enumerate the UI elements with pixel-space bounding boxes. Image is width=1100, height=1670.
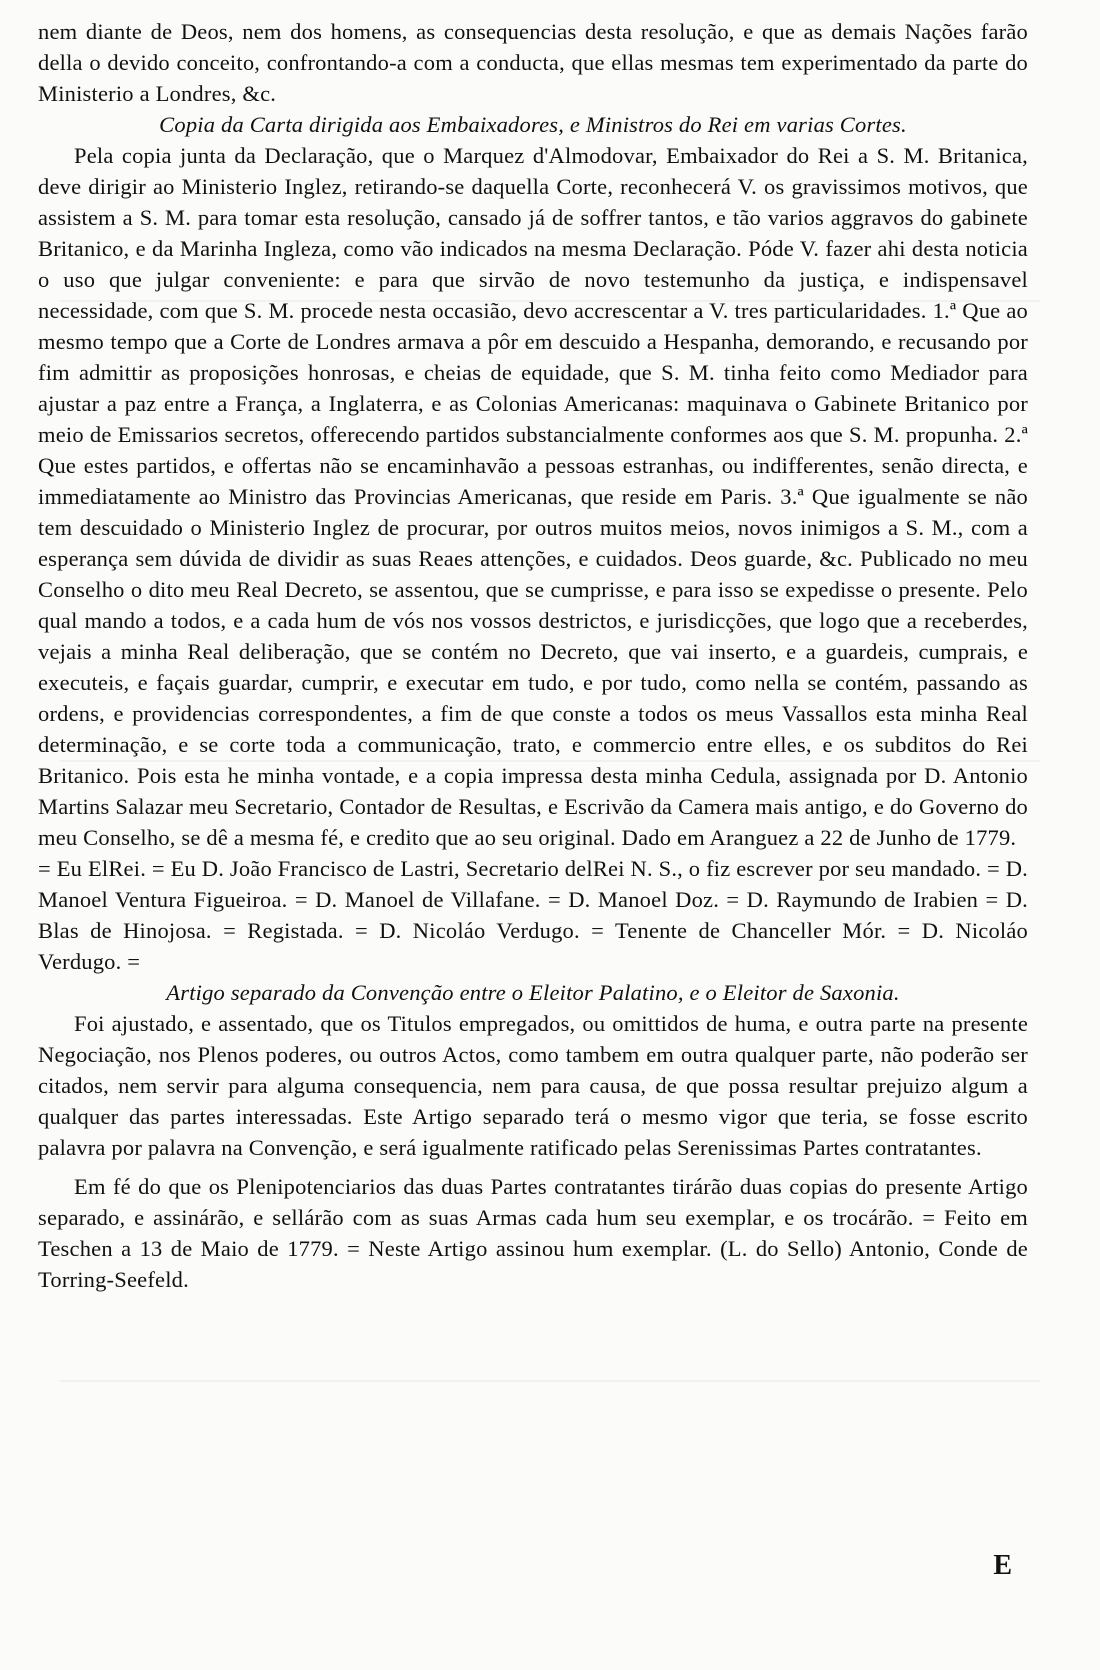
heading-separate-article: Artigo separado da Convenção entre o Eleitor Palatino, e o Eleitor de Saxonia. <box>166 980 900 1005</box>
bleed-through-line <box>60 1380 1040 1382</box>
sheet-signature-mark: E <box>993 1550 1012 1581</box>
paragraph-separate-article: Foi ajustado, e assentado, que os Titulos empregados, ou omittidos de huma, e outra parte na presente Negociação, nos Plenos poderes, ou outros Actos, como tambem em outra qualquer parte, não poderão ser citados, nem servir para alguma consequencia, nem para causa, de que possa resultar prejuizo algum a qualquer das partes interessadas. Este Artigo separado terá o mesmo vigor que teria, se fosse escrito palavra por palavra na Convenção, e será igualmente ratificado pelas Serenissimas Partes contratantes. <box>38 1011 1028 1160</box>
heading-letter-to-ambassadors: Copia da Carta dirigida aos Embaixadores, e Ministros do Rei em varias Cortes. <box>159 112 907 137</box>
signatures-block: = Eu ElRei. = Eu D. João Francisco de Lastri, Secretario delRei N. S., o fiz escrever por seu mandado. = D. Manoel Ventura Figueiroa. = D. Manoel de Villafane. = D. Manoel Doz. = D. Raymundo de Irabien = D. Blas de Hinojosa. = Registada. = D. Nicoláo Verdugo. = Tenente de Chanceller Mór. = D. Nicoláo Verdugo. = <box>38 856 1028 974</box>
paragraph-declaration-ending: nem diante de Deos, nem dos homens, as consequencias desta resolução, e que as demais Nações farão della o devido conceito, confrontando-a com a conducta, que ellas mesmas tem experimentado da parte do Ministerio a Londres, &c. <box>38 19 1028 106</box>
document-body <box>38 16 1028 1295</box>
paragraph-plenipotentiaries: Em fé do que os Plenipotenciarios das duas Partes contratantes tirárão duas copias do presente Artigo separado, e assinárão, e sellárão com as suas Armas cada hum seu exemplar, e os trocárão. = Feito em Teschen a 13 de Maio de 1779. = Neste Artigo assinou hum exemplar. (L. do Sello) Antonio, Conde de Torring-Seefeld. <box>38 1174 1028 1292</box>
paragraph-letter-and-cedula: Pela copia junta da Declaração, que o Marquez d'Almodovar, Embaixador do Rei a S. M. Britanica, deve dirigir ao Ministerio Inglez, retirando-se daquella Corte, reconhecerá V. os gravissimos motivos, que assistem a S. M. para tomar esta resolução, cansado já de soffrer tantos, e tão varios aggravos do gabinete Britanico, e da Marinha Ingleza, como vão indicados na mesma Declaração. Póde V. fazer ahi desta noticia o uso que julgar conveniente: e para que sirvão de novo testemunho da justiça, e indispensavel necessidade, com que S. M. procede nesta occasião, devo accrescentar a V. tres particularidades. 1.ª Que ao mesmo tempo que a Corte de Londres armava a pôr em descuido a Hespanha, demorando, e recusando por fim admittir as proposições honrosas, e cheias de equidade, que S. M. tinha feito como Mediador para ajustar a paz entre a França, a Inglaterra, e as Colonias Americanas: maquinava o Gabinete Britanico por meio de Emissarios secretos, offerecendo partidos substancialmente conformes aos que S. M. propunha. 2.ª Que estes partidos, e offertas não se encaminhavão a pessoas estranhas, ou indifferentes, senão directa, e immediatamente ao Ministro das Provincias Americanas, que reside em Paris. 3.ª Que igualmente se não tem descuidado o Ministerio Inglez de procurar, por outros muitos meios, novos inimigos a S. M., com a esperança sem dúvida de dividir as suas Reaes attenções, e cuidados. Deos guarde, &c. Publicado no meu Conselho o dito meu Real Decreto, se assentou, que se cumprisse, e para isso se expedisse o presente. Pelo qual mando a todos, e a cada hum de vós nos vossos destrictos, e jurisdicções, que logo que a receberdes, vejais a minha Real deliberação, que se contém no Decreto, que vai inserto, e a guardeis, cumprais, e executeis, e façais guardar, cumprir, e executar em tudo, e por tudo, como nella se contém, passando as ordens, e providencias correspondentes, a fim de que conste a todos os meus Vassallos esta minha Real determinação, e se corte toda a communicação, trato, e commercio entre elles, e os subditos do Rei Britanico. Pois esta he minha vontade, e a copia impressa desta minha Cedula, assignada por D. Antonio Martins Salazar meu Secretario, Contador de Resultas, e Escrivão da Camera mais antigo, e do Governo do meu Conselho, se dê a mesma fé, e credito que ao seu original. Dado em Aranguez a 22 de Junho de 1779. <box>38 143 1028 850</box>
